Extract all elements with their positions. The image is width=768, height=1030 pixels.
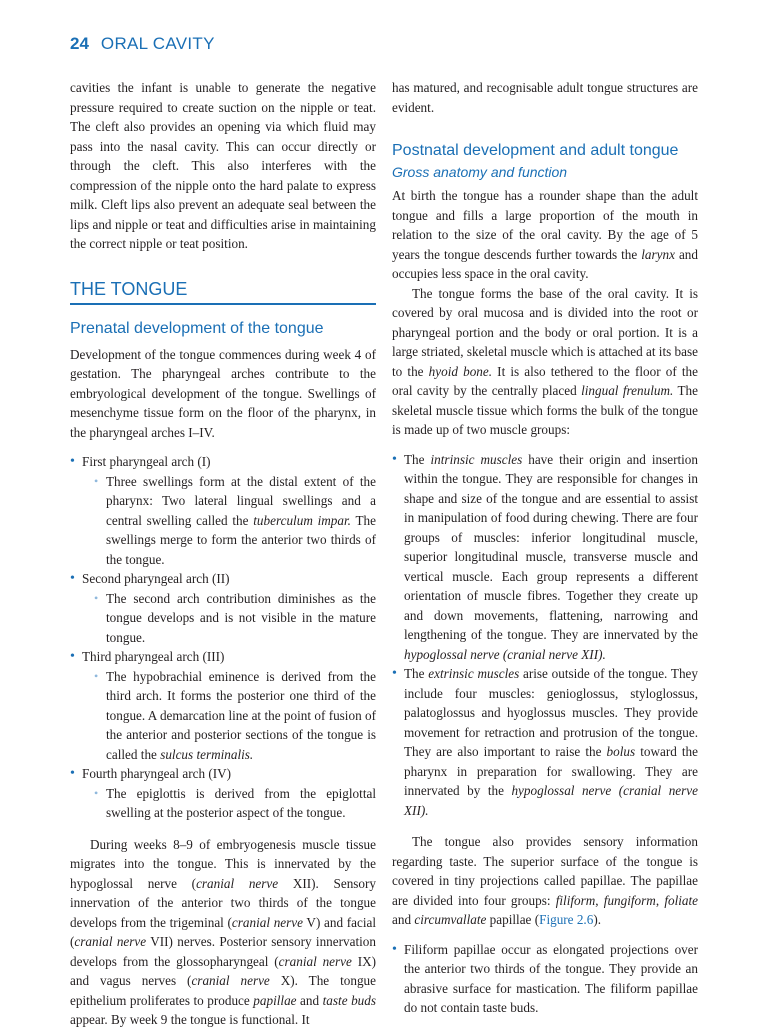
- left-column: [70, 78, 376, 1030]
- page-header: [70, 34, 215, 54]
- intro-paragraph: cavities the infant is unable to generate the negative pressure required to create suction on the nipple or teat. The cleft also provides an opening via which fluid may pass into the nasal cavity. This can occur directly or through the cleft. This also interferes with the compression of the nipple onto the hard palate to express milk. Cleft lips also prevent an adequate seal between the lips and nipple or teat and difficulties arise in maintaining the correct nipple or teat position.: [70, 80, 376, 251]
- running-title: ORAL CAVITY: [100, 34, 215, 53]
- page-number: 24: [70, 34, 89, 53]
- list-item: • Filiform papillae occur as elongated projections over the anterior two thirds of the tongue. They provide an abrasive surface for mastication. The filiform papillae do not contain taste buds.: [392, 940, 698, 1018]
- arch-detail: • Three swellings form at the distal extent of the pharynx: Two lateral lingual swellings and a central swelling called the tuberculum impar. The swellings merge to form the anterior two thirds of the tongue.: [82, 472, 376, 570]
- arch-detail: • The hypobrachial eminence is derived from the third arch. It forms the posterior one third of the tongue. A demarcation line at the point of fusion of the anterior and posterior sections of the tongue is called the sulcus terminalis.: [82, 667, 376, 765]
- list-item: • The extrinsic muscles arise outside of the tongue. They include four muscles: genioglossus, styloglossus, palatoglossus and hyoglossus muscles. They provide movement for retraction and protrusion of the tongue. They are also important to raise the bolus toward the pharynx in preparation for swallowing. They are innervated by the hypoglossal nerve (cranial nerve XII).: [392, 664, 698, 820]
- subheading-gross-anatomy: Gross anatomy and function: [392, 163, 568, 180]
- continuation-paragraph: has matured, and recognisable adult tongue structures are evident.: [392, 80, 698, 115]
- arch-label: First pharyngeal arch (I): [82, 454, 211, 469]
- list-item: • The intrinsic muscles have their origin and insertion within the tongue. They are responsible for changes in shape and size of the tongue and are essential to assist in manipulation of food during chewing. There are four groups of muscles: inferior longitudinal muscle, superior longitudinal muscle, transverse muscle and vertical muscle. Each group represents a different orientation of muscle fibres. Together they create up and down movements, flattening, narrowing and lengthening of the tongue. They are innervated by the hypoglossal nerve (cranial nerve XII).: [392, 450, 698, 665]
- subsection-heading-prenatal: Prenatal development of the tongue: [70, 320, 324, 337]
- list-item: [70, 764, 376, 823]
- arch-label: Second pharyngeal arch (II): [82, 571, 230, 586]
- muscle-group-list: [392, 450, 698, 821]
- list-item: [70, 569, 376, 647]
- arch-label: Third pharyngeal arch (III): [82, 649, 225, 664]
- right-column: [392, 78, 698, 1018]
- arch-label: Fourth pharyngeal arch (IV): [82, 766, 232, 781]
- list-item: [70, 647, 376, 764]
- papillae-list: [392, 940, 698, 1018]
- section-heading-tongue: THE TONGUE: [70, 280, 376, 306]
- subsection-heading-postnatal: Postnatal development and adult tongue: [392, 142, 679, 159]
- list-item: [70, 452, 376, 569]
- development-paragraph: Development of the tongue commences during week 4 of gestation. The pharyngeal arches contribute to the embryological development of the tongue. Swellings of mesenchyme tissue form on the floor of the pharynx, in the pharyngeal arches I–IV.: [70, 346, 376, 440]
- base-paragraph: The tongue forms the base of the oral cavity. It is covered by oral mucosa and is divided into the root or pharyngeal portion and the body or oral portion. It is a large striated, skeletal muscle which is attached at its base to the hyoid bone. It is also tethered to the floor of the oral cavity by the centrally placed lingual frenulum. The skeletal muscle tissue which forms the bulk of the tongue is made up of two muscle groups:: [392, 285, 698, 437]
- arch-detail: • The second arch contribution diminishes as the tongue develops and is not visible in the mature tongue.: [82, 589, 376, 648]
- muscle-migration-paragraph: During weeks 8–9 of embryogenesis muscle tissue migrates into the tongue. This is innervated by the hypoglossal nerve (cranial nerve XII). Sensory innervation of the anterior two thirds of the tongue develops from the trigeminal (cranial nerve V) and facial (cranial nerve VII) nerves. Posterior sensory innervation develops from the glossopharyngeal (cranial nerve IX) and vagus nerves (cranial nerve X). The tongue epithelium proliferates to produce papillae and taste buds appear. By week 9 the tongue is functional. It: [70, 836, 377, 1027]
- sensory-paragraph: The tongue also provides sensory information regarding taste. The superior surface of the tongue is covered in tiny projections called papillae. The papillae are divided into four groups: filiform, fungiform, foliate and circumvallate papillae (Figure 2.6).: [392, 834, 699, 927]
- figure-link[interactable]: Figure 2.6: [539, 912, 594, 927]
- birth-paragraph: At birth the tongue has a rounder shape than the adult tongue and fills a large proportion of the mouth in relation to the size of the oral cavity. By the age of 5 years the tongue descends further towards the larynx and occupies less space in the oral cavity.: [392, 188, 698, 281]
- arch-detail: • The epiglottis is derived from the epiglottal swelling at the posterior aspect of the tongue.: [82, 784, 376, 823]
- pharyngeal-arch-list: [70, 452, 376, 823]
